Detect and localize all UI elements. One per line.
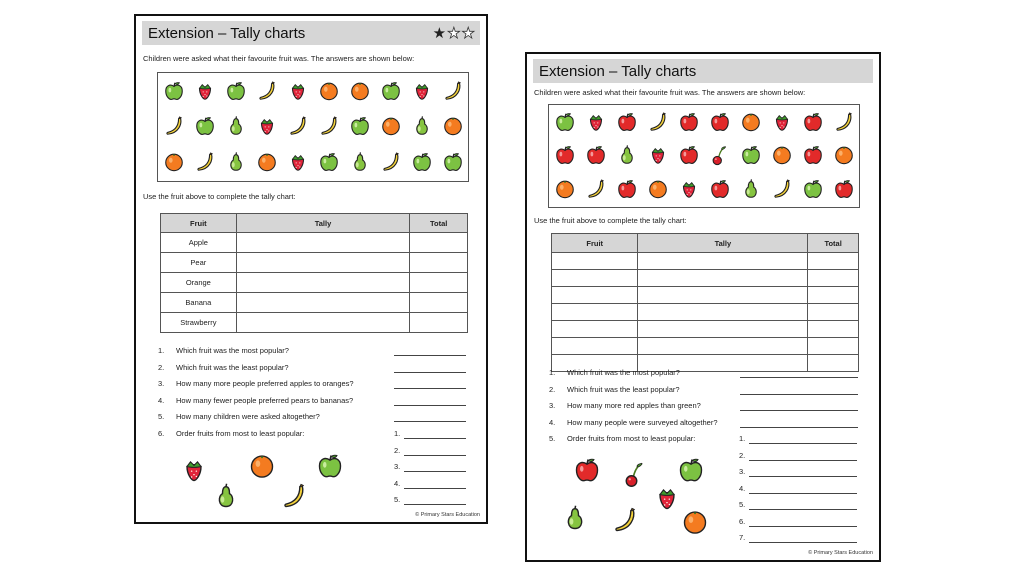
apple-red-icon [802, 111, 824, 133]
question-item [158, 363, 289, 372]
apple-red-icon [616, 178, 638, 200]
question-number: 1. [549, 368, 556, 377]
question-text: Which fruit was the most popular? [567, 368, 680, 377]
table-row [552, 287, 859, 304]
question-item [158, 379, 354, 388]
fruit-grid [548, 104, 860, 208]
question-text: How many people were surveyed altogether? [567, 417, 718, 427]
fruit-name-cell[interactable] [552, 304, 638, 321]
question-item [549, 434, 695, 443]
worksheet-tally-charts-1 [134, 14, 488, 524]
total-cell[interactable] [410, 313, 468, 333]
table-row [552, 321, 859, 338]
orange-icon [647, 178, 669, 200]
banana-icon [442, 80, 464, 102]
order-number: 1. [739, 434, 746, 443]
tally-cell[interactable] [236, 233, 410, 253]
order-answer-line[interactable] [404, 488, 466, 489]
order-answer-line[interactable] [404, 438, 466, 439]
order-line-item [739, 467, 745, 476]
apple-green-icon [318, 151, 340, 173]
apple-green-icon [442, 151, 464, 173]
total-cell[interactable] [410, 293, 468, 313]
orange-icon [163, 151, 185, 173]
question-item [158, 429, 304, 438]
order-answer-line[interactable] [749, 526, 857, 527]
order-line-item [394, 495, 400, 504]
banana-icon [287, 115, 309, 137]
question-number: 5. [158, 412, 165, 421]
total-cell[interactable] [410, 253, 468, 273]
tally-cell[interactable] [236, 273, 410, 293]
order-number: 3. [739, 467, 746, 476]
strawberry-icon [194, 80, 216, 102]
table-row [161, 253, 468, 273]
fruit-name-cell: Orange [161, 273, 237, 293]
fruit-row [549, 172, 859, 206]
fruit-name-cell: Banana [161, 293, 237, 313]
question-text: Which fruit was the most popular? [176, 346, 289, 355]
table-row [161, 233, 468, 253]
order-line-item [739, 517, 745, 526]
table-row [552, 338, 859, 355]
question-item [549, 385, 680, 394]
header-tally: Tally [638, 234, 808, 253]
strawberry-icon [411, 80, 433, 102]
apple-icon [573, 456, 601, 484]
order-line-item [394, 479, 400, 488]
orange-icon [380, 115, 402, 137]
worksheet-tally-charts-2 [525, 52, 881, 562]
question-number: 4. [549, 417, 556, 427]
header-total: Total [808, 234, 859, 253]
apple-red-icon [678, 111, 700, 133]
strawberry-icon [678, 178, 700, 200]
banana-icon [163, 115, 185, 137]
order-line-item [739, 434, 745, 443]
order-answer-line[interactable] [749, 542, 857, 543]
fruit-name-cell[interactable] [552, 321, 638, 338]
strawberry-icon [771, 111, 793, 133]
title-bar [533, 59, 873, 83]
apple-icon [316, 452, 344, 480]
strawberry-icon [256, 115, 278, 137]
order-answer-line[interactable] [749, 493, 857, 494]
intro-text: Children were asked what their favourite fruit was. The answers are shown below: [143, 54, 415, 63]
total-cell[interactable] [410, 273, 468, 293]
table-row [161, 313, 468, 333]
strawberry-icon [180, 456, 208, 484]
star-empty-icon: ★ [461, 25, 476, 42]
tally-cell[interactable] [236, 253, 410, 273]
table-row [161, 293, 468, 313]
fruit-name-cell: Apple [161, 233, 237, 253]
apple-icon [677, 456, 705, 484]
orange-icon [318, 80, 340, 102]
question-item [549, 368, 680, 377]
banana-icon [318, 115, 340, 137]
header-tally: Tally [236, 214, 410, 233]
copyright-footer: © Primary Stars Education [808, 550, 873, 556]
question-text: How many more red apples than green? [567, 401, 701, 410]
total-cell[interactable] [410, 233, 468, 253]
fruit-row [549, 105, 859, 139]
tally-cell[interactable] [236, 313, 410, 333]
pear-icon [616, 144, 638, 166]
header-fruit: Fruit [161, 214, 237, 233]
answer-line[interactable] [740, 410, 858, 411]
fruit-row [158, 109, 468, 145]
order-answer-line[interactable] [404, 455, 466, 456]
worksheet-title: Extension – Tally charts [148, 24, 306, 42]
question-text: Order fruits from most to least popular: [567, 434, 696, 443]
fruit-grid [157, 72, 469, 182]
pear-icon [740, 178, 762, 200]
total-cell[interactable] [808, 304, 859, 321]
banana-icon [194, 151, 216, 173]
question-list [549, 368, 859, 448]
table-row [552, 253, 859, 270]
order-number: 5. [739, 500, 746, 509]
banana-icon [256, 80, 278, 102]
apple-red-icon [802, 144, 824, 166]
tally-cell[interactable] [236, 293, 410, 313]
order-number: 7. [739, 533, 746, 542]
star-empty-icon: ★ [447, 25, 462, 42]
banana-icon [771, 178, 793, 200]
order-number: 3. [394, 462, 401, 471]
question-text: Which fruit was the least popular? [176, 362, 289, 372]
order-number: 4. [739, 483, 746, 493]
question-number: 2. [549, 384, 556, 394]
question-text: How many more people preferred apples to oranges? [176, 379, 354, 388]
question-number: 1. [158, 346, 165, 355]
order-answer-line[interactable] [749, 509, 857, 510]
total-cell[interactable] [808, 321, 859, 338]
answer-line[interactable] [394, 421, 466, 422]
order-number: 6. [739, 516, 746, 526]
question-item [158, 346, 289, 355]
tally-table [160, 213, 468, 333]
apple-green-icon [380, 80, 402, 102]
tally-cell[interactable] [638, 304, 808, 321]
order-answer-line[interactable] [404, 471, 466, 472]
question-item [549, 401, 701, 410]
order-number: 4. [394, 478, 401, 488]
question-number: 4. [158, 395, 165, 405]
order-answer-line[interactable] [749, 476, 857, 477]
question-number: 5. [549, 434, 556, 443]
apple-green-icon [194, 115, 216, 137]
order-line-item [394, 429, 400, 438]
fruit-row [158, 144, 468, 180]
banana-icon [647, 111, 669, 133]
header-fruit: Fruit [552, 234, 638, 253]
tally-cell[interactable] [638, 287, 808, 304]
cherry-icon [709, 144, 731, 166]
apple-red-icon [678, 144, 700, 166]
worksheet-title: Extension – Tally charts [539, 62, 697, 80]
total-cell[interactable] [808, 287, 859, 304]
strawberry-icon [287, 151, 309, 173]
header-total: Total [410, 214, 468, 233]
banana-icon [380, 151, 402, 173]
tally-cell[interactable] [638, 270, 808, 287]
total-cell[interactable] [808, 270, 859, 287]
question-number: 6. [158, 428, 165, 438]
orange-icon [740, 111, 762, 133]
apple-red-icon [616, 111, 638, 133]
strawberry-icon [647, 144, 669, 166]
question-text: Which fruit was the least popular? [567, 384, 680, 394]
order-number: 5. [394, 495, 401, 504]
fruit-name-cell[interactable] [552, 270, 638, 287]
apple-red-icon [709, 178, 731, 200]
fruit-name-cell: Strawberry [161, 313, 237, 333]
banana-icon [280, 482, 308, 510]
strawberry-icon [287, 80, 309, 102]
difficulty-stars [433, 24, 476, 42]
fruit-row [549, 139, 859, 173]
apple-green-icon [411, 151, 433, 173]
order-answer-line[interactable] [749, 460, 857, 461]
orange-icon [248, 452, 276, 480]
orange-icon [554, 178, 576, 200]
answer-line[interactable] [740, 377, 858, 378]
order-answer-line[interactable] [749, 443, 857, 444]
instruction-text: Use the fruit above to complete the tally chart: [534, 216, 687, 225]
apple-green-icon [163, 80, 185, 102]
order-line-item [739, 484, 745, 493]
apple-green-icon [349, 115, 371, 137]
strawberry-icon [585, 111, 607, 133]
instruction-text: Use the fruit above to complete the tally chart: [143, 192, 296, 201]
apple-red-icon [709, 111, 731, 133]
question-text: How many fewer people preferred pears to bananas? [176, 395, 354, 405]
order-answer-line[interactable] [404, 504, 466, 505]
fruit-name-cell: Pear [161, 253, 237, 273]
question-number: 3. [549, 401, 556, 410]
order-line-item [394, 446, 400, 455]
pear-icon [561, 504, 589, 532]
apple-green-icon [225, 80, 247, 102]
banana-icon [833, 111, 855, 133]
question-text: Order fruits from most to least popular: [176, 428, 305, 438]
pear-icon [225, 115, 247, 137]
orange-icon [771, 144, 793, 166]
strawberry-icon [653, 484, 681, 512]
question-item [158, 412, 320, 421]
pear-icon [212, 482, 240, 510]
banana-icon [611, 506, 639, 534]
tally-cell[interactable] [638, 253, 808, 270]
orange-icon [256, 151, 278, 173]
table-row [552, 304, 859, 321]
order-number: 1. [394, 429, 401, 438]
question-text: How many children were asked altogether? [176, 412, 320, 421]
answer-line[interactable] [394, 355, 466, 356]
apple-red-icon [554, 144, 576, 166]
title-bar [142, 21, 480, 45]
order-line-item [739, 451, 745, 460]
star-filled-icon: ★ [432, 25, 448, 42]
orange-icon [349, 80, 371, 102]
answer-line[interactable] [740, 394, 858, 395]
order-line-item [739, 533, 745, 542]
answer-line[interactable] [394, 372, 466, 373]
orange-icon [833, 144, 855, 166]
question-number: 3. [158, 379, 165, 388]
total-cell[interactable] [808, 338, 859, 355]
apple-green-icon [802, 178, 824, 200]
answer-line[interactable] [394, 388, 466, 389]
copyright-footer: © Primary Stars Education [415, 512, 480, 518]
fruit-row [158, 73, 468, 109]
apple-red-icon [585, 144, 607, 166]
fruit-name-cell[interactable] [552, 338, 638, 355]
tally-cell[interactable] [638, 338, 808, 355]
total-cell[interactable] [808, 253, 859, 270]
tally-cell[interactable] [638, 321, 808, 338]
pear-icon [225, 151, 247, 173]
order-number: 2. [394, 445, 401, 455]
table-row [552, 270, 859, 287]
question-item [549, 418, 718, 427]
banana-icon [585, 178, 607, 200]
tally-table [551, 233, 859, 372]
orange-icon [681, 508, 709, 536]
answer-line[interactable] [394, 405, 466, 406]
apple-green-icon [554, 111, 576, 133]
order-number: 2. [739, 450, 746, 460]
answer-line[interactable] [740, 427, 858, 428]
orange-icon [442, 115, 464, 137]
table-row [161, 273, 468, 293]
order-line-item [739, 500, 745, 509]
pear-icon [411, 115, 433, 137]
apple-red-icon [833, 178, 855, 200]
fruit-name-cell[interactable] [552, 287, 638, 304]
fruit-name-cell[interactable] [552, 253, 638, 270]
cherry-icon [621, 460, 649, 488]
question-item [158, 396, 353, 405]
pear-icon [349, 151, 371, 173]
question-list [158, 346, 468, 446]
order-line-item [394, 462, 400, 471]
intro-text: Children were asked what their favourite fruit was. The answers are shown below: [534, 88, 806, 97]
apple-green-icon [740, 144, 762, 166]
question-number: 2. [158, 362, 165, 372]
